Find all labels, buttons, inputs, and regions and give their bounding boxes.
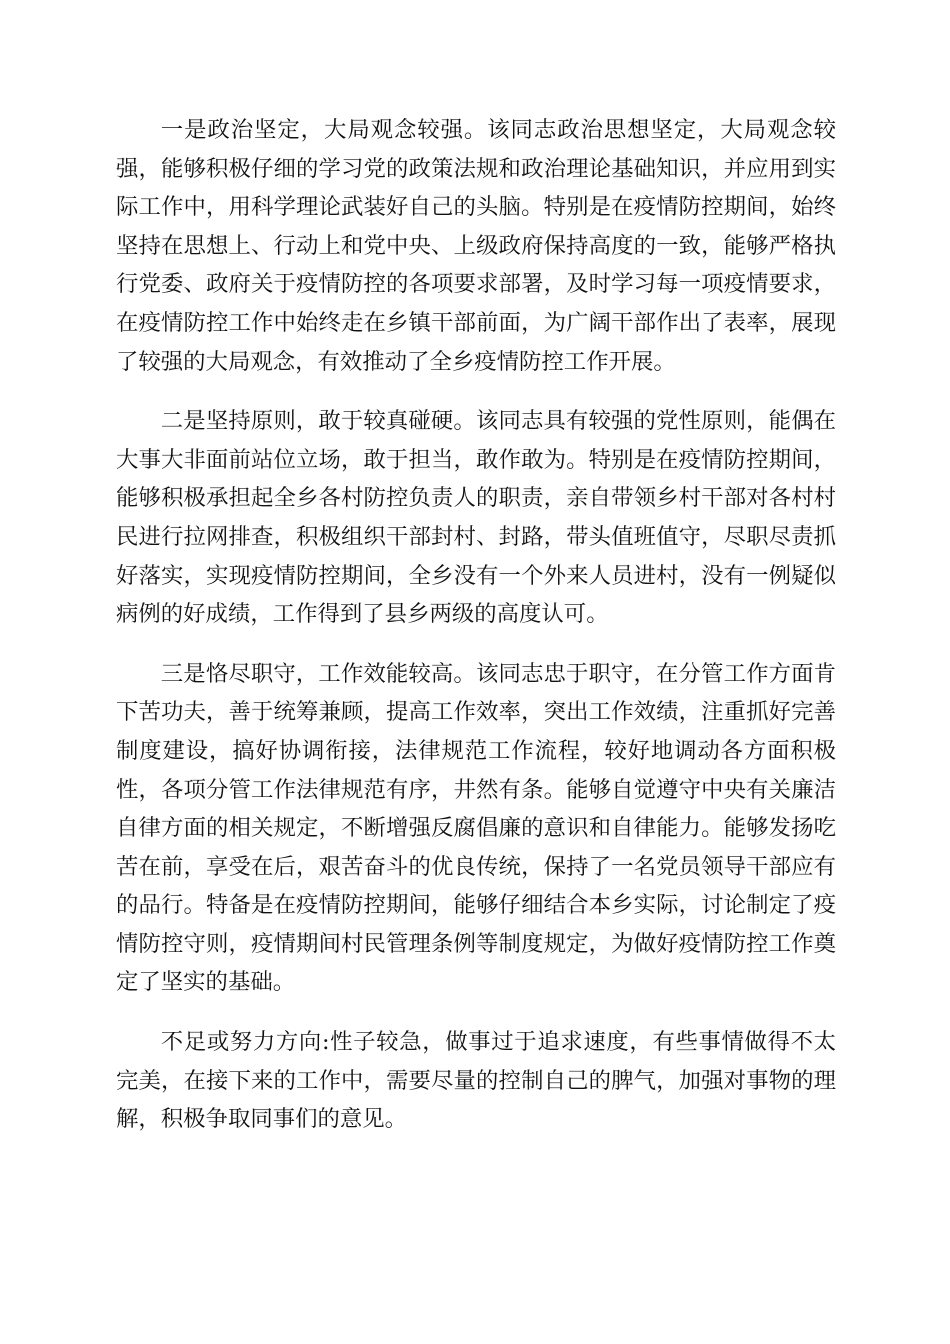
paragraph-adhering-principles: 二是坚持原则，敢于较真碰硬。该同志具有较强的党性原则，能偶在大事大非面前站位立场，敢于担当，敢作敢为。特别是在疫情防控期间，能够积极承担起全乡各村防控负责人的职责，亲自带领乡村干部对各村村民进行拉网排查，积极组织干部封村、封路，带头值班值守，尽职尽责抓好落实，实现疫情防控期间，全乡没有一个外来人员进村，没有一例疑似病例的好成绩，工作得到了县乡两级的高度认可。 — [116, 408, 836, 628]
paragraph-shortcomings: 不足或努力方向:性子较急，做事过于追求速度，有些事情做得不太完美，在接下来的工作中，需要尽量的控制自己的脾气，加强对事物的理解，积极争取同事们的意见。 — [116, 1029, 836, 1133]
document-body — [116, 111, 836, 1139]
paragraph-political-stance: 一是政治坚定，大局观念较强。该同志政治思想坚定，大局观念较强，能够积极仔细的学习党的政策法规和政治理论基础知识，并应用到实际工作中，用科学理论武装好自己的头脑。特别是在疫情防控期间，始终坚持在思想上、行动上和党中央、上级政府保持高度的一致，能够严格执行党委、政府关于疫情防控的各项要求部署，及时学习每一项疫情要求，在疫情防控工作中始终走在乡镇干部前面，为广阔干部作出了表率，展现了较强的大局观念，有效推动了全乡疫情防控工作开展。 — [116, 117, 836, 375]
paragraph-duty-efficiency: 三是恪尽职守，工作效能较高。该同志忠于职守，在分管工作方面肯下苦功夫，善于统筹兼顾，提高工作效率，突出工作效绩，注重抓好完善制度建设，搞好协调衔接，法律规范工作流程，较好地调动各方面积极性，各项分管工作法律规范有序，井然有条。能够自觉遵守中央有关廉洁自律方面的相关规定，不断增强反腐倡廉的意识和自律能力。能够发扬吃苦在前，享受在后，艰苦奋斗的优良传统，保持了一名党员领导干部应有的品行。特备是在疫情防控期间，能够仔细结合本乡实际，讨论制定了疫情防控守则，疫情期间村民管理条例等制度规定，为做好疫情防控工作奠定了坚实的基础。 — [116, 660, 836, 996]
